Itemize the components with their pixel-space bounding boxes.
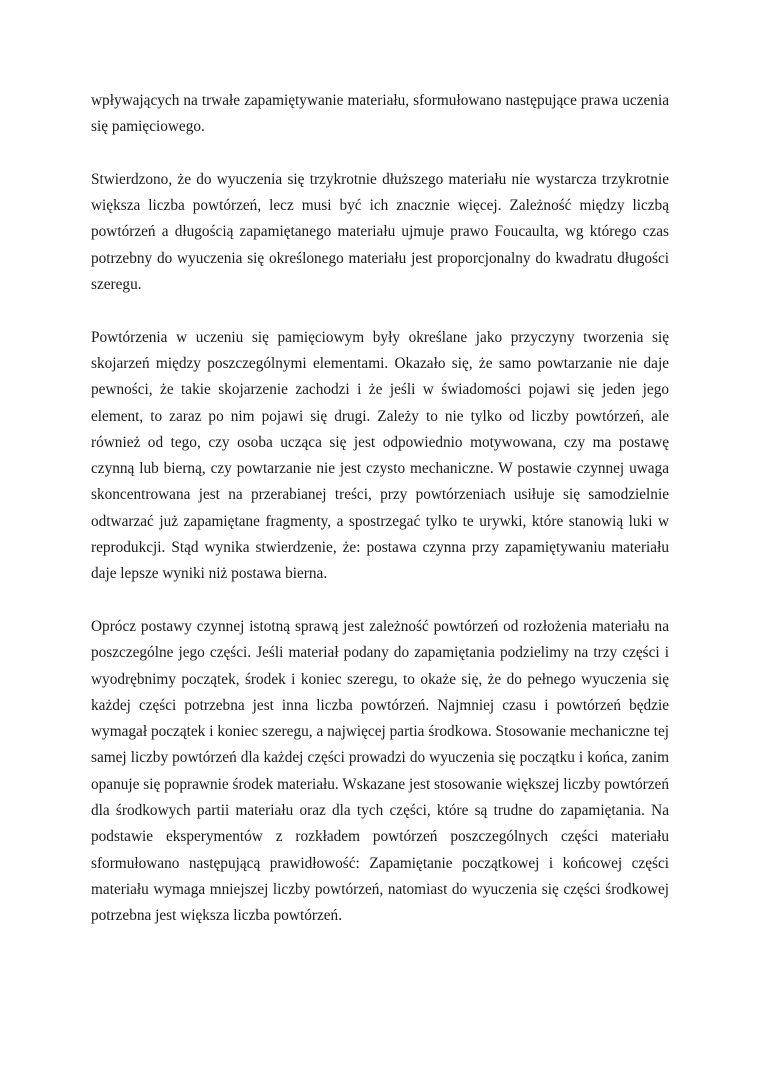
paragraph-2: Stwierdzono, że do wyuczenia się trzykrotnie dłuższego materiału nie wystarcza trzykrotnie większa liczba powtórzeń, lecz musi być ich znacznie więcej. Zależność między liczbą powtórzeń a długością zapamiętanego materiału ujmuje prawo Foucaulta, wg którego czas potrzebny do wyuczenia się określonego materiału jest proporcjonalny do kwadratu długości szeregu. [91,170,669,294]
paragraph-1: wpływających na trwałe zapamiętywanie materiału, sformułowano następujące prawa uczenia się pamięciowego. [91,92,669,136]
paragraph-3: Powtórzenia w uczeniu się pamięciowym były określane jako przyczyny tworzenia się skojarzeń między poszczególnymi elementami. Okazało się, że samo powtarzanie nie daje pewności, że takie skojarzenie zachodzi i że jeśli w świadomości pojawi się jeden jego element, to zaraz po nim pojawi się drugi. Zależy to nie tylko od liczby powtórzeń, ale również od tego, czy osoba ucząca się jest odpowiednio motywowana, czy ma postawę czynną lub bierną, czy powtarzanie nie jest czysto mechaniczne. W postawie czynnej uwaga skoncentrowana jest na przerabianej treści, przy powtórzeniach usiłuje się samodzielnie odtwarzać już zapamiętane fragmenty, a spostrzegać tylko te urywki, które stanowią luki w reprodukcji. Stąd wynika stwierdzenie, że: postawa czynna przy zapamiętywaniu materiału daje lepsze wyniki niż postawa bierna. [91,328,669,583]
document-page [91,88,669,956]
paragraph-4: Oprócz postawy czynnej istotną sprawą jest zależność powtórzeń od rozłożenia materiału na poszczególne jego części. Jeśli materiał podany do zapamiętania podzielimy na trzy części i wyodrębnimy początek, środek i koniec szeregu, to okaże się, że do pełnego wyuczenia się każdej części potrzebna jest inna liczba powtórzeń. Najmniej czasu i powtórzeń będzie wymagał początek i koniec szeregu, a najwięcej partia środkowa. Stosowanie mechaniczne tej samej liczby powtórzeń dla każdej części prowadzi do wyuczenia się początku i końca, zanim opanuje się poprawnie środek materiału. Wskazane jest stosowanie większej liczby powtórzeń dla środkowych partii materiału oraz dla tych części, które są trudne do zapamiętania. Na podstawie eksperymentów z rozkładem powtórzeń poszczególnych części materiału sformułowano następującą prawidłowość: Zapamiętanie początkowej i końcowej części materiału wymaga mniejszej liczby powtórzeń, natomiast do wyuczenia się części środkowej potrzebna jest większa liczba powtórzeń. [91,617,669,925]
